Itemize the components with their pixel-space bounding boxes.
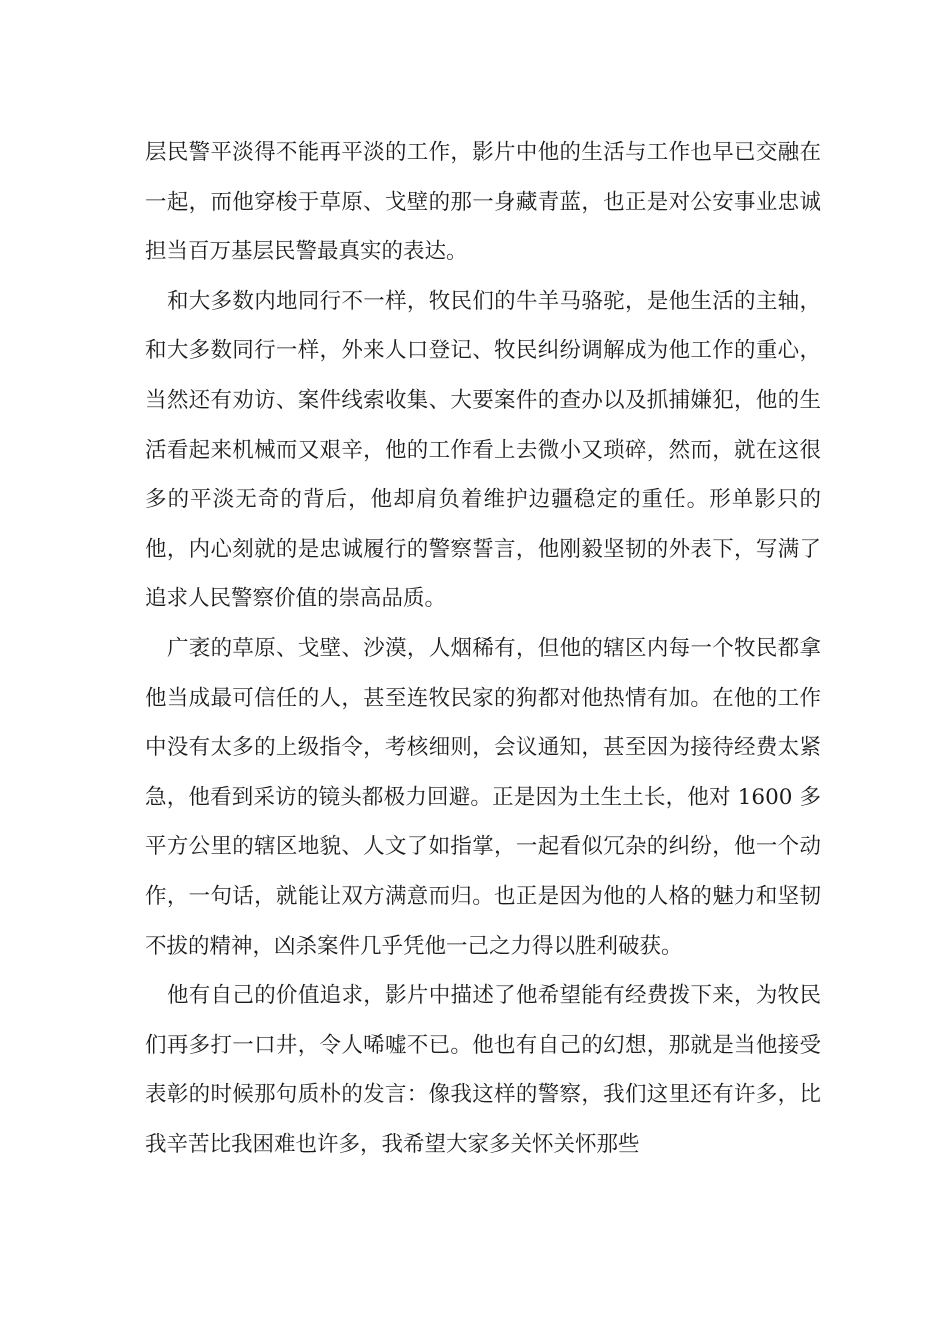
paragraph-2: 和大多数内地同行不一样，牧民们的牛羊马骆驼，是他生活的主轴，和大多数同行一样，外来人口登记、牧民纠纷调解成为他工作的重心，当然还有劝访、案件线索收集、大要案件的查办以及抓捕嫌犯，他的生活看起来机械而又艰辛，他的工作看上去微小又琐碎，然而，就在这很多的平淡无奇的背后，他却肩负着维护边疆稳定的重任。形单影只的他，内心刻就的是忠诚履行的警察誓言，他刚毅坚韧的外表下，写满了追求人民警察价值的崇高品质。 <box>145 288 821 612</box>
paragraph-1: 层民警平淡得不能再平淡的工作，影片中他的生活与工作也早已交融在一起，而他穿梭于草原、戈壁的那一身藏青蓝，也正是对公安事业忠诚担当百万基层民警最真实的表达。 <box>145 140 821 265</box>
paragraph-4: 他有自己的价值追求，影片中描述了他希望能有经费拨下来，为牧民们再多打一口井，令人唏嘘不已。他也有自己的幻想，那就是当他接受表彰的时候那句质朴的发言：像我这样的警察，我们这里还有许多，比我辛苦比我困难也许多，我希望大家多关怀关怀那些 <box>145 983 821 1157</box>
document-body <box>145 128 821 1169</box>
paragraph-3: 广袤的草原、戈壁、沙漠，人烟稀有，但他的辖区内每一个牧民都拿他当成最可信任的人，甚至连牧民家的狗都对他热情有加。在他的工作中没有太多的上级指令，考核细则，会议通知，甚至因为接待经费太紧急，他看到采访的镜头都极力回避。正是因为土生土长，他对 1600 多平方公里的辖区地貌、人文了如指掌，一起看似冗杂的纠纷，他一个动作，一句话，就能让双方满意而归。也正是因为他的人格的魅力和坚韧不拔的精神，凶杀案件几乎凭他一己之力得以胜利破获。 <box>145 635 821 959</box>
